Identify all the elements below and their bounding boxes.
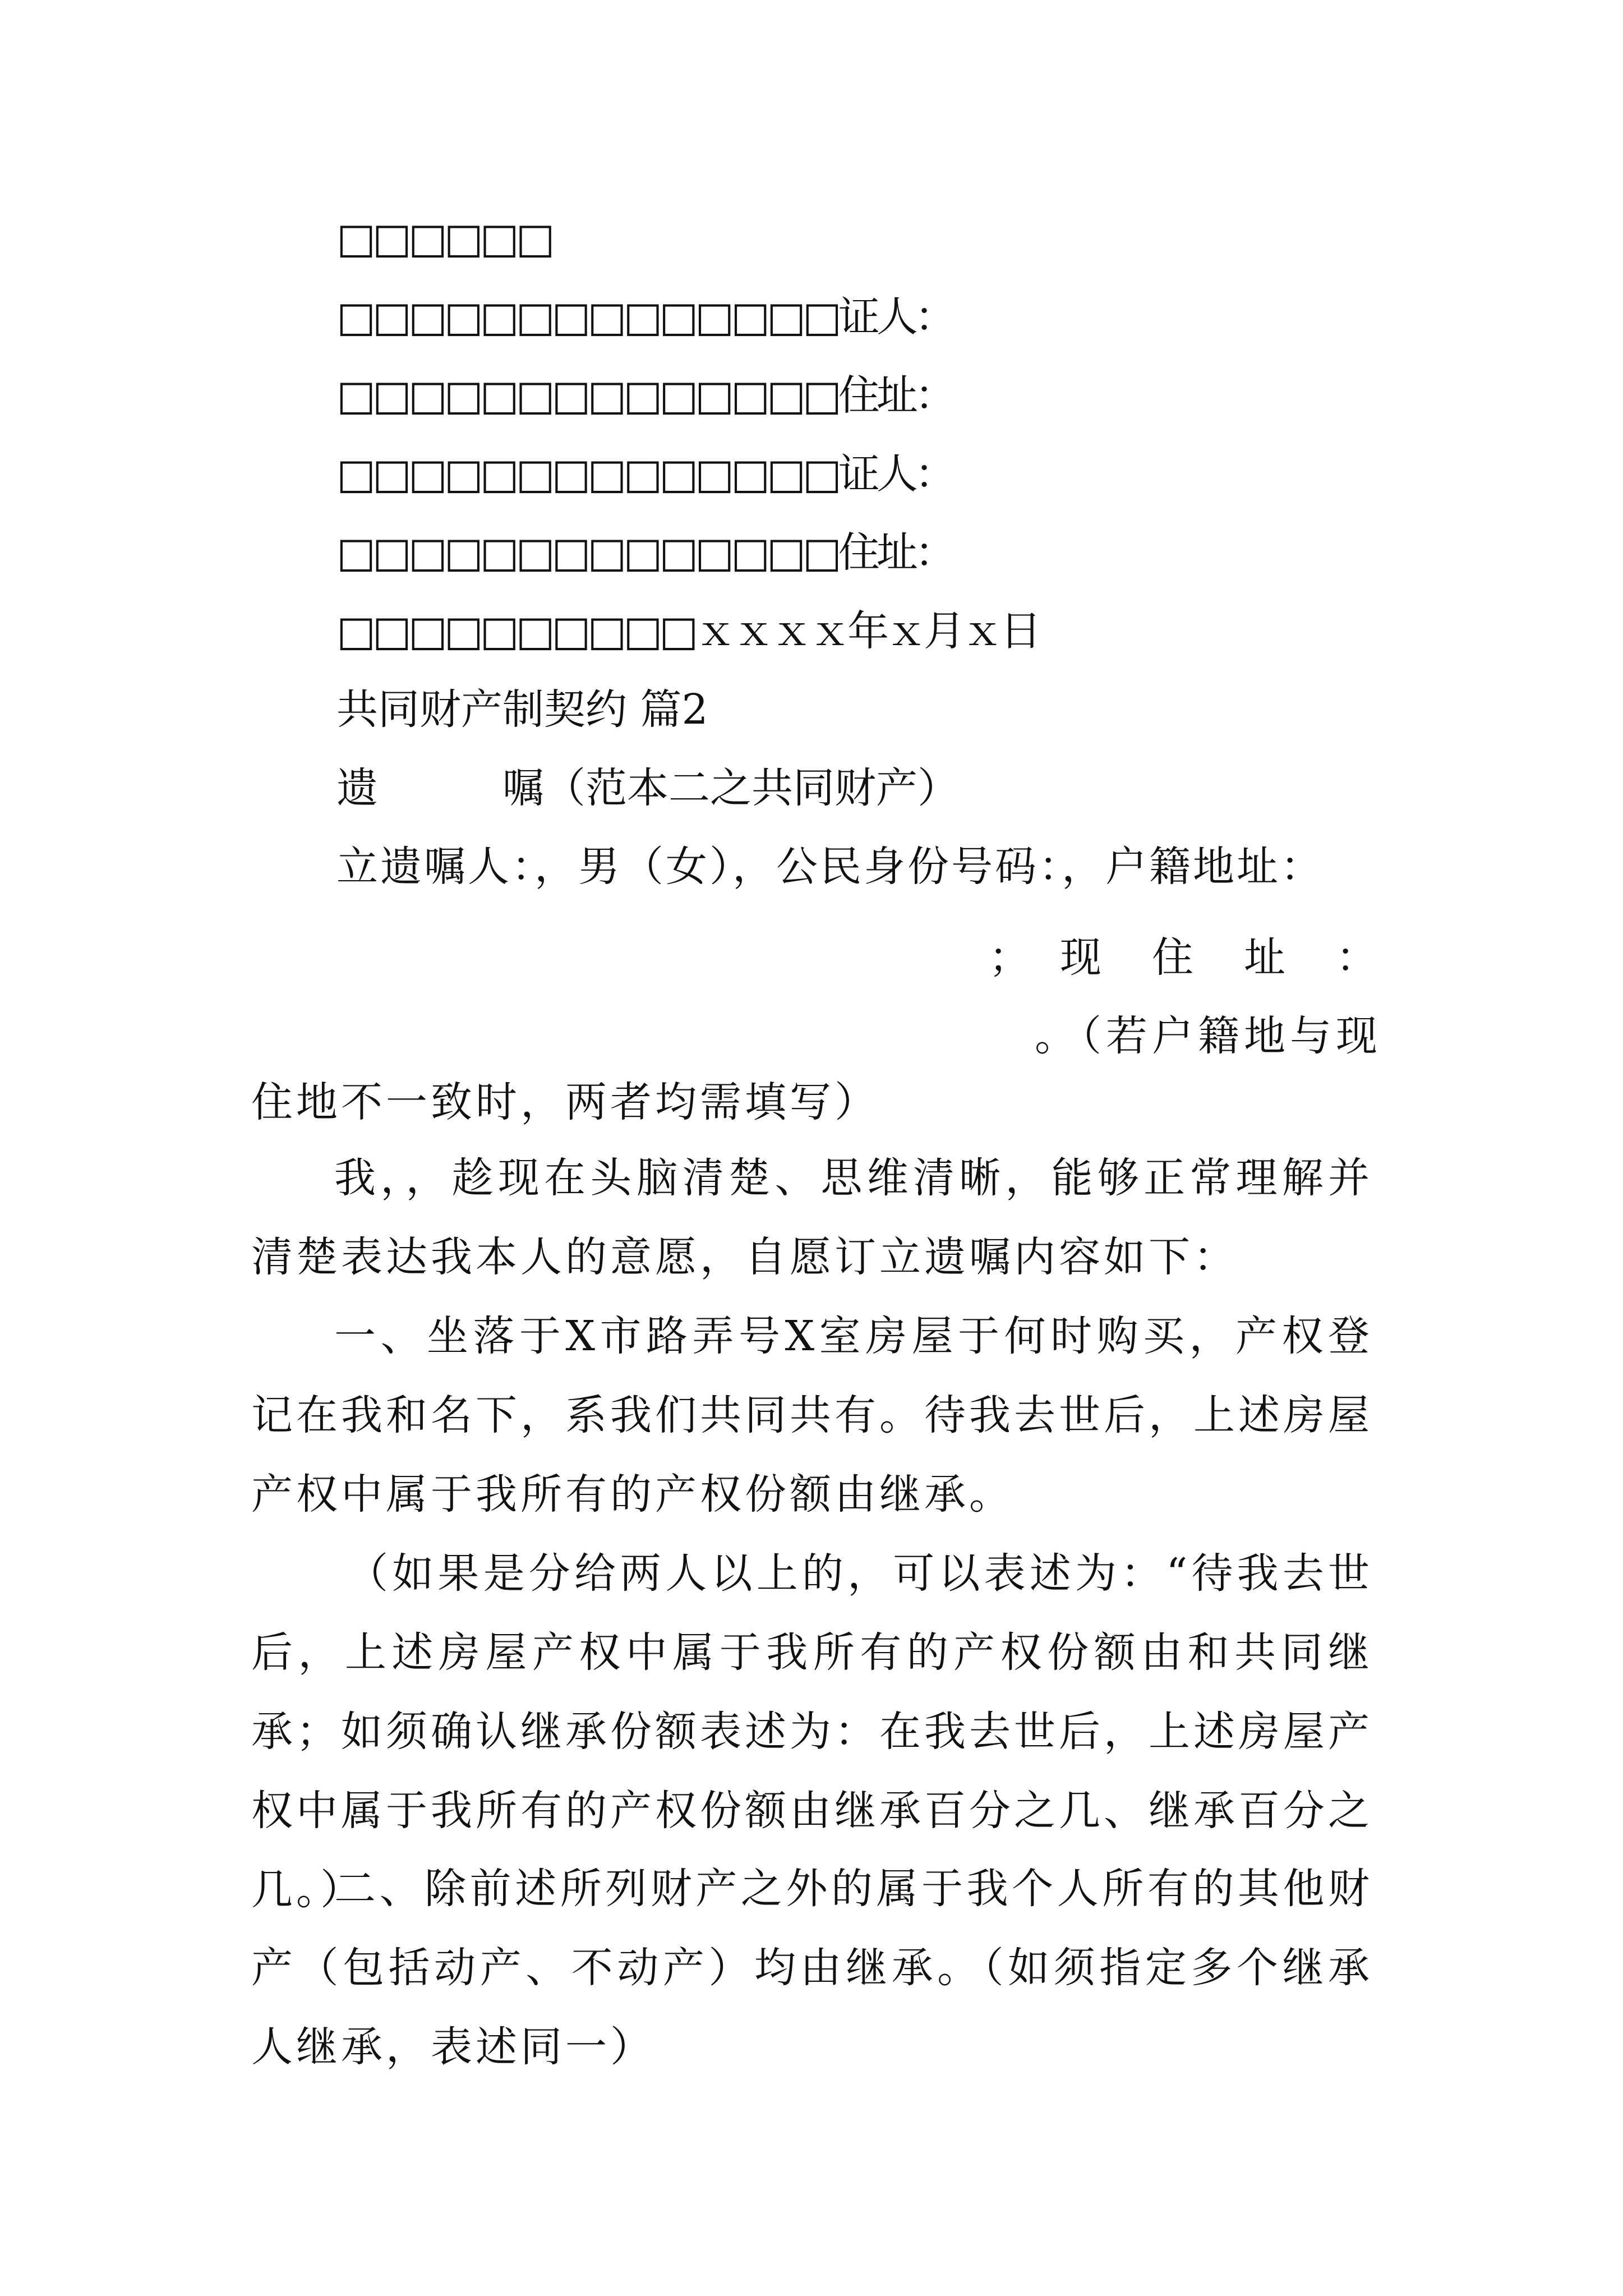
residence-note-continued: 住地不一致时，两者均需填写） xyxy=(251,1078,879,1126)
section-title: 共同财产制契约 篇2 xyxy=(336,685,708,734)
paragraph-clause-2: 二、除前述所列财产之外的属于我个人所有的其他财产（包括动产、不动产）均由继承。（如须指定多个继承人继承，表述同一） xyxy=(251,1865,1373,2071)
header-line-2: □□□□□□□□□□□□□□证人： xyxy=(336,293,953,341)
paragraph-clause-1: 一、坐落于X市路弄号X室房屋于何时购买，产权登记在我和名下，系我们共同共有。待我去世后，上述房屋产权中属于我所有的产权份额由继承。 xyxy=(251,1312,1373,1519)
current-address-line: ； 现 住 址 ： xyxy=(989,933,1382,982)
header-line-6: □□□□□□□□□□ｘｘｘｘ年ｘ月ｘ日 xyxy=(336,607,1039,655)
paragraph-clause-1-note: （如果是分给两人以上的，可以表述为：“待我去世后，上述房屋产权中属于我所有的产权份额由和共同继承；如须确认继承份额表述为：在我去世后，上述房屋产权中属于我所有的产权份额由继承百分之几、继承百分之几。） xyxy=(251,1549,1373,1914)
header-line-5: □□□□□□□□□□□□□□住址： xyxy=(336,528,953,577)
residence-note-line: 。（若户籍地与现 xyxy=(1035,1012,1382,1060)
header-line-3: □□□□□□□□□□□□□□住址： xyxy=(336,371,953,420)
testator-line: 立遗嘱人：，男（女），公民身份号码：，户籍地址： xyxy=(336,843,1324,891)
will-title: 遗 嘱（范本二之共同财产） xyxy=(336,764,959,812)
header-line-4: □□□□□□□□□□□□□□证人： xyxy=(336,450,953,498)
paragraph-intent: 我，，趁现在头脑清楚、思维清晰，能够正常理解并清楚表达我本人的意愿，自愿订立遗嘱内容如下： xyxy=(251,1154,1373,1281)
header-line-1: □□□□□□ xyxy=(336,214,552,263)
